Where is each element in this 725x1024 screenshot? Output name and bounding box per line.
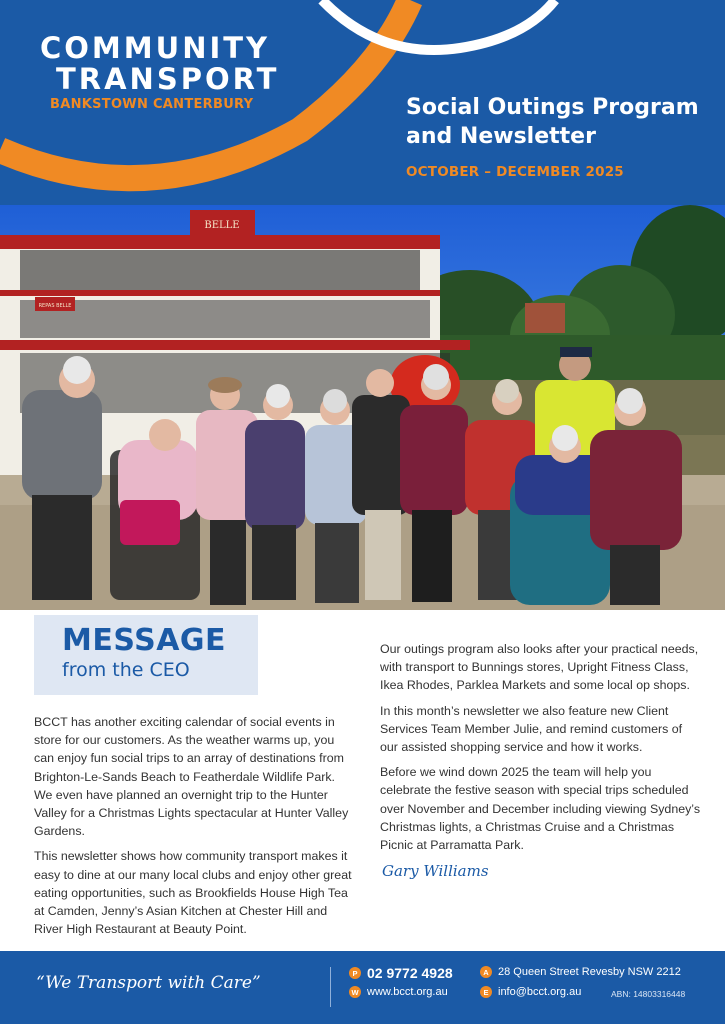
footer-abn: ABN: 14803316448 (611, 989, 686, 999)
newsletter-title (406, 93, 706, 151)
title-line-1: Social Outings Program (406, 95, 699, 120)
address-icon: A (480, 966, 492, 978)
footer-tagline: “We Transport with Care” (36, 973, 261, 993)
message-heading-box (34, 615, 258, 695)
message-title: MESSAGE (62, 623, 227, 658)
footer-divider (330, 967, 331, 1007)
body-left-column (34, 713, 356, 945)
logo-text-community: COMMUNITY (40, 31, 271, 65)
boat-plaque-text: REPAS BELLE (38, 303, 72, 309)
body-paragraph: Before we wind down 2025 the team will help you celebrate the festive season with special trips scheduled over November and December including viewing Sydney’s Christmas lights, a Christmas Cruise and a Christmas Picnic at Parramatta Park. (380, 765, 701, 853)
phone-icon: P (349, 967, 361, 979)
boat-sign-text: BELLE (204, 220, 240, 231)
web-icon: W (349, 986, 361, 998)
footer-website-link[interactable] (349, 986, 448, 998)
header-banner (0, 0, 725, 205)
body-right-column (380, 640, 702, 880)
group-photo (0, 205, 725, 610)
message-subtitle: from the CEO (62, 659, 190, 681)
newsletter-dates: OCTOBER – DECEMBER 2025 (406, 164, 624, 180)
photo-illustration (0, 205, 725, 610)
title-line-2: and Newsletter (406, 124, 596, 149)
body-paragraph: In this month’s newsletter we also feature new Client Services Team Member Julie, and remind customers of our assisted shopping service and how it works. (380, 703, 683, 755)
body-paragraph: Our outings program also looks after your practical needs, with transport to Bunnings stores, Upright Fitness Class, Ikea Rhodes, Parklea Markets and some local op shops. (380, 642, 699, 693)
body-paragraph: This newsletter shows how community transport makes it easy to dine at our many local clubs and enjoy other great eating opportunities, such as Brookfields House High Tea at Camden, Jenny’s Asian Kitchen at Chester Hill and River High Restaurant at Beauty Point. (34, 849, 352, 937)
body-paragraph: BCCT has another exciting calendar of social events in store for our customers. As the weather warms up, you can enjoy fun social trips to an array of destinations from Brighton-Le-Sands Beach to Featherdale Wildlife Park. We even have planned an overnight trip to the Hunter Valley for a Christmas Lights spectacular at Hunter Valley Gardens. (34, 715, 349, 839)
logo-text-transport: TRANSPORT (56, 62, 280, 96)
footer-phone[interactable] (349, 965, 453, 981)
logo-text-location: BANKSTOWN CANTERBURY (50, 97, 254, 112)
footer-email-link[interactable] (480, 986, 581, 998)
footer (0, 951, 725, 1024)
logo (40, 31, 280, 112)
email-text: info@bcct.org.au (498, 986, 582, 998)
footer-address (480, 966, 681, 978)
ceo-signature: Gary Williams (382, 862, 489, 881)
phone-number: 02 9772 4928 (367, 965, 453, 981)
email-icon: E (480, 986, 492, 998)
address-text: 28 Queen Street Revesby NSW 2212 (498, 966, 681, 978)
website-text: www.bcct.org.au (367, 986, 448, 998)
